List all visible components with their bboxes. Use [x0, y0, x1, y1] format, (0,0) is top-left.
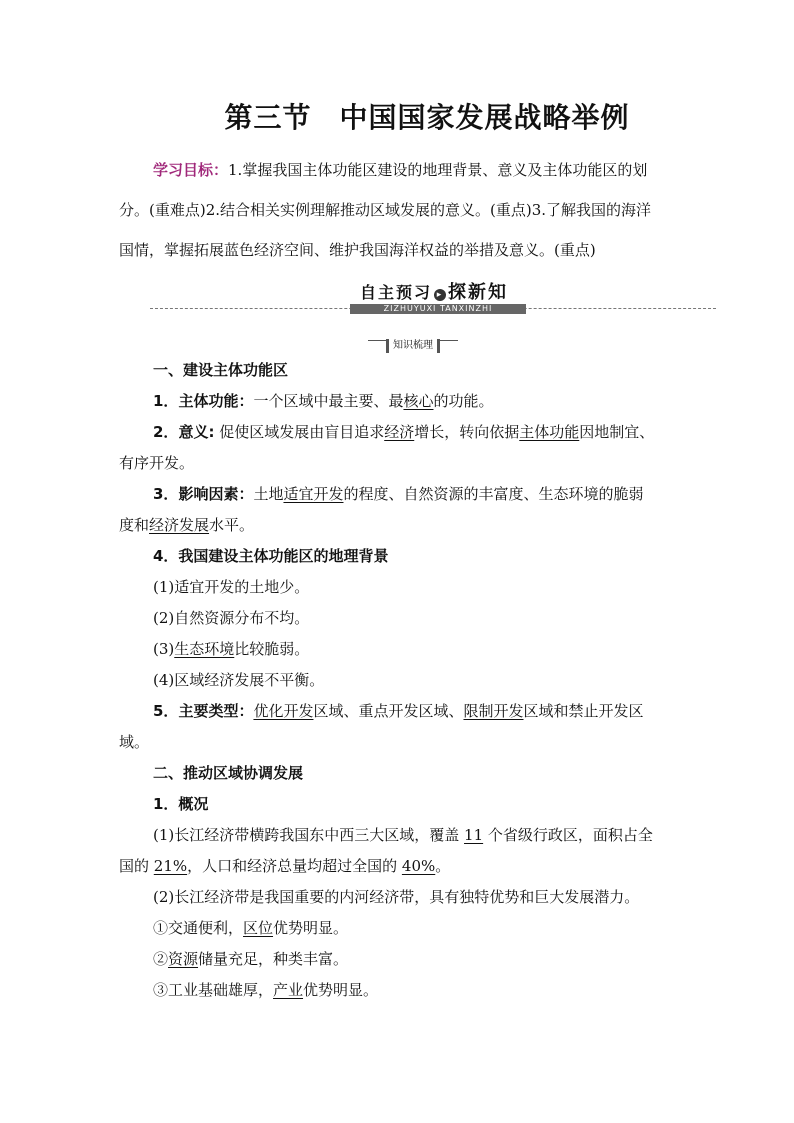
goals-label: 学习目标：: [153, 161, 229, 179]
list-item: (2)自然资源分布不均。: [153, 609, 310, 627]
section-heading-2: 二、推动区域协调发展: [153, 764, 304, 782]
p6-1-text: (1)长江经济带横跨我国东中西三大区域，覆盖: [153, 826, 465, 844]
p3-text: 土地: [253, 485, 284, 503]
list-item: [119, 820, 677, 851]
goals-text-3: 国情，掌握拓展蓝色经济空间、维护我国海洋权益的举措及意义。(重点): [119, 241, 596, 259]
p5-text-2: 区域和禁止开发区: [523, 702, 644, 720]
paragraph-3: [119, 479, 677, 510]
p5-underline-1: 优化开发: [253, 702, 314, 720]
paragraph-3-cont: [119, 510, 677, 541]
p6-4-text: ②: [153, 950, 169, 968]
list-item: [119, 975, 677, 1006]
p6-4-underline: 资源: [168, 950, 199, 968]
p2-underline-2: 主体功能: [519, 423, 580, 441]
list-item-cont: [119, 851, 677, 882]
p6-4-text-2: 储量充足，种类丰富。: [198, 950, 349, 968]
paragraph-5: [119, 696, 677, 727]
p3-num: 3．: [153, 485, 179, 503]
p5-text: 区域、重点开发区域、: [313, 702, 464, 720]
p6-3-underline: 区位: [243, 919, 274, 937]
p3-text-4: 水平。: [209, 516, 255, 534]
p6-1-text-2: 个省级行政区，面积占全: [483, 826, 653, 844]
p2-num: 2．: [153, 423, 179, 441]
banner-box: [350, 282, 518, 314]
goals-text-1: 1.掌握我国主体功能区建设的地理背景、意义及主体功能区的划: [228, 161, 648, 179]
p6-3-text: ①交通便利，: [153, 919, 244, 937]
paragraph-4: 4．我国建设主体功能区的地理背景: [153, 547, 389, 565]
p1-label: 主体功能：: [178, 392, 254, 410]
p4-3-num: (3): [153, 640, 175, 658]
list-item: (1)适宜开发的土地少。: [153, 578, 310, 596]
p5-underline-2: 限制开发: [463, 702, 524, 720]
paragraph-5-cont: 域。: [119, 733, 150, 751]
p6-1-underline-3: 40%: [401, 857, 436, 875]
p2-label: 意义:: [178, 423, 215, 441]
p1-underline: 核心: [403, 392, 434, 410]
paragraph-1: [119, 386, 677, 417]
p5-label: 主要类型：: [178, 702, 254, 720]
page-title: [0, 96, 794, 136]
paragraph-6: 1．概况: [153, 795, 209, 813]
p6-3-text-2: 优势明显。: [273, 919, 349, 937]
knowledge-tag: [368, 333, 458, 351]
paragraph-2: [119, 417, 677, 448]
list-item: (4)区域经济发展不平衡。: [153, 671, 325, 689]
p6-5-underline: 产业: [273, 981, 304, 999]
list-item: [119, 944, 677, 975]
tag-label: 知识梳理: [386, 339, 440, 353]
section-title: 中国国家发展战略举例: [339, 101, 630, 134]
banner-title-a: 自主预习: [359, 283, 432, 302]
list-item: (2)长江经济带是我国重要的内河经济带，具有独特优势和巨大发展潜力。: [153, 888, 640, 906]
section-heading-1: 一、建设主体功能区: [153, 361, 289, 379]
list-item: [119, 634, 677, 665]
p3-text-2: 的程度、自然资源的丰富度、生态环境的脆弱: [343, 485, 644, 503]
learning-goals: [119, 150, 677, 270]
p3-underline-1: 适宜开发: [283, 485, 344, 503]
p6-1-text-5: 。: [435, 857, 451, 875]
p2-underline-1: 经济: [384, 423, 415, 441]
p3-underline-2: 经济发展: [149, 516, 210, 534]
p6-5-text: ③工业基础雄厚，: [153, 981, 274, 999]
p6-1-underline-1: 11: [464, 826, 484, 844]
p4-3-underline: 生态环境: [174, 640, 235, 658]
list-item: [119, 913, 677, 944]
goals-text-2: 分。(重难点)2.结合相关实例理解推动区域发展的意义。(重点)3.了解我国的海洋: [119, 201, 652, 219]
p2-text-3: 因地制宜、: [579, 423, 655, 441]
section-number: 第三节: [224, 101, 312, 134]
p6-1-underline-2: 21%: [153, 857, 188, 875]
p6-1-text-3: 国的: [119, 857, 154, 875]
paragraph-2-cont: 有序开发。: [119, 454, 195, 472]
section-banner: [150, 280, 716, 320]
p4-3-text: 比较脆弱。: [234, 640, 310, 658]
p1-text-end: 的功能。: [433, 392, 494, 410]
main-content: [119, 355, 677, 1006]
p3-text-3: 度和: [119, 516, 150, 534]
banner-title-b: 探新知: [448, 282, 508, 303]
p5-num: 5．: [153, 702, 179, 720]
arrow-icon: ▸: [434, 289, 446, 301]
p2-text-2: 增长，转向依据: [414, 423, 520, 441]
p1-text: 一个区域中最主要、最: [253, 392, 404, 410]
banner-subtitle: ZIZHUYUXI TANXINZHI: [350, 304, 526, 314]
p1-num: 1．: [153, 392, 179, 410]
p2-text: 促使区域发展由盲目追求: [214, 423, 385, 441]
p6-1-text-4: ，人口和经济总量均超过全国的: [187, 857, 402, 875]
p3-label: 影响因素：: [178, 485, 254, 503]
p6-5-text-2: 优势明显。: [303, 981, 379, 999]
